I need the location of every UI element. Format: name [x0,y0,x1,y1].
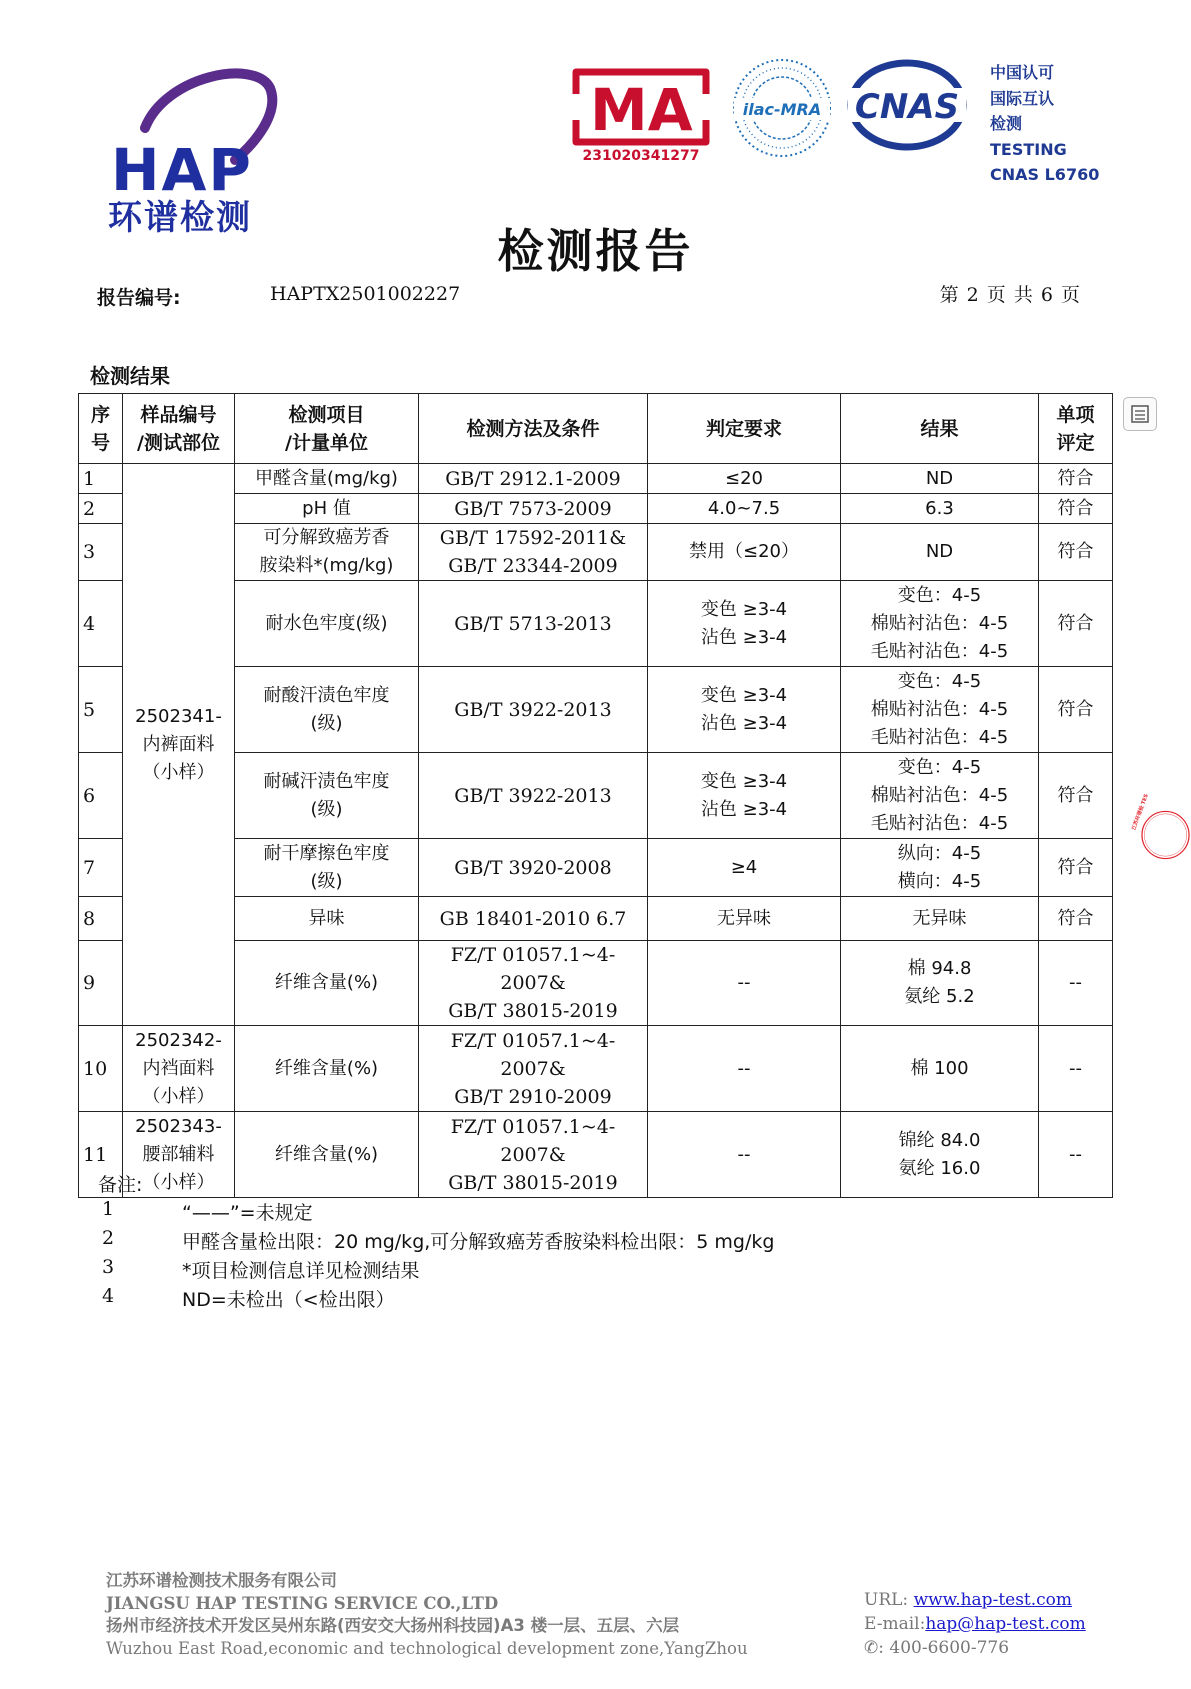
report-number: HAPTX2501002227 [270,283,461,305]
cma-number: 231020341277 [582,148,700,164]
cell-result-line: 棉贴衬沾色：4-5 [870,612,1009,634]
header-method: 检测方法及条件 [419,394,648,464]
table-row [79,753,1113,839]
footer-company [106,1570,748,1660]
footer-contact: URL: www.hap-test.com E-mail:hap@hap-test.com ✆: 400-6600-776 [864,1590,1086,1658]
cell-sample-line: （小样） [142,1085,215,1107]
company-name-cn: 江苏环谱检测技术服务有限公司 [106,1571,337,1590]
cell-method-line: GB/T 7573-2009 [454,497,612,520]
cell-item [235,941,419,1026]
cell-result [841,1112,1039,1198]
cell-sample-line: 2502343- [135,1115,222,1137]
cell-evaluation: 符合 [1039,897,1113,941]
cell-method-line: FZ/T 01057.1~4-2007& [450,1029,616,1080]
header-evaluation: 单项 评定 [1039,394,1113,464]
note-number: 3 [102,1256,115,1278]
cell-requirement [648,1026,841,1112]
page-indicator: 第 2 页 共 6 页 [939,284,1081,306]
cell-result-line: 变色：4-5 [897,584,982,606]
cell-result-line: 毛贴衬沾色：4-5 [870,812,1009,834]
table-row [79,524,1113,581]
cell-item [235,524,419,581]
cell-result [841,753,1039,839]
cell-requirement [648,464,841,494]
cell-requirement [648,494,841,524]
cell-method [419,941,648,1026]
cell-method-line: GB/T 3922-2013 [454,784,612,807]
table-row [79,494,1113,524]
cell-method-line: GB/T 2912.1-2009 [445,467,621,490]
table-row [79,581,1113,667]
accreditation-text [990,60,1099,188]
cert-line: 国际互认 [990,88,1055,108]
table-header-row [79,394,1113,464]
cell-item-line: 胺染料*(mg/kg) [259,555,394,576]
cell-seq: 10 [79,1026,123,1112]
cell-item-line: 耐酸汗渍色牢度 [263,684,390,706]
cell-sample [123,464,235,1026]
cell-requirement-line: 变色 ≥3-4 [700,684,788,706]
cell-result-line: 毛贴衬沾色：4-5 [870,726,1009,748]
cma-text: MA [590,76,693,144]
cell-requirement-line: 4.0~7.5 [707,497,781,519]
cell-method-line: GB/T 2910-2009 [454,1085,612,1108]
cell-requirement-line: 沾色 ≥3-4 [700,798,788,820]
cell-evaluation: 符合 [1039,524,1113,581]
cell-result-line: ND [925,467,954,489]
cell-method [419,581,648,667]
table-row [79,941,1113,1026]
cell-method [419,494,648,524]
cell-method-line: FZ/T 01057.1~4-2007& [450,1115,616,1166]
cell-item [235,753,419,839]
cell-result-line: ND [925,541,954,562]
cell-method-line: GB/T 5713-2013 [454,612,612,635]
cell-requirement-line: -- [737,972,751,993]
cell-requirement-line: 禁用（≤20） [689,541,799,562]
header-item: 检测项目 /计量单位 [235,394,419,464]
company-address-en: Wuzhou East Road,economic and technological development zone,YangZhou [106,1638,748,1658]
cell-result [841,524,1039,581]
cell-result-line: 棉 100 [910,1057,969,1079]
cell-requirement [648,753,841,839]
cell-result-line: 变色：4-5 [897,756,982,778]
cell-evaluation: 符合 [1039,464,1113,494]
cell-requirement-line: -- [737,1143,751,1165]
table-row [79,897,1113,941]
cell-seq: 3 [79,524,123,581]
cell-evaluation: 符合 [1039,581,1113,667]
cell-result [841,581,1039,667]
cell-result-line: 锦纶 84.0 [898,1129,981,1151]
cell-item-line: 耐干摩擦色牢度 [263,842,390,864]
cell-method-line: GB/T 17592-2011& [439,527,627,549]
section-title: 检测结果 [90,364,170,388]
cell-method [419,839,648,897]
cell-method [419,667,648,753]
cell-result [841,667,1039,753]
cell-sample-line: （小样） [142,1171,215,1193]
cell-result-line: 纵向：4-5 [897,842,982,864]
official-seal [1131,705,1191,965]
cell-seq: 1 [79,464,123,494]
cell-requirement-line: ≤20 [725,467,763,489]
phone-number: 400-6600-776 [889,1638,1010,1658]
cell-result-line: 横向：4-5 [897,870,982,892]
report-number-label: 报告编号: [97,287,181,309]
cell-result-line: 氨纶 16.0 [898,1157,981,1179]
cell-method [419,1026,648,1112]
cell-requirement [648,1112,841,1198]
cell-seq: 4 [79,581,123,667]
cell-item-line: (级) [310,870,343,892]
cell-requirement-line: -- [737,1057,751,1079]
cert-line: TESTING [990,139,1067,159]
phone-icon: ✆ [864,1638,879,1658]
cell-method-line: GB/T 3920-2008 [454,856,612,879]
cell-seq: 7 [79,839,123,897]
cell-result [841,941,1039,1026]
note-text: *项目检测信息详见检测结果 [182,1260,420,1282]
cell-requirement-line: 变色 ≥3-4 [700,770,788,792]
cell-result-line: 无异味 [912,907,967,929]
cell-method [419,897,648,941]
company-address-cn: 扬州市经济技术开发区吴州东路(西安交大扬州科技园)A3 楼一层、五层、六层 [106,1616,680,1635]
scan-icon-glyph [1124,398,1156,430]
cnas-text: CNAS [854,87,960,127]
cell-item [235,1112,419,1198]
cell-evaluation: -- [1039,1112,1113,1198]
cell-item [235,494,419,524]
cell-requirement [648,941,841,1026]
cell-seq: 2 [79,494,123,524]
cell-requirement [648,897,841,941]
cell-requirement [648,581,841,667]
cell-result-line: 毛贴衬沾色：4-5 [870,640,1009,662]
cell-item-line: 甲醛含量(mg/kg) [255,467,398,489]
cell-requirement [648,839,841,897]
cell-item-line: 纤维含量(%) [274,1143,379,1165]
cnas-logo [848,60,966,150]
cell-result [841,494,1039,524]
header-sample: 样品编号 /测试部位 [123,394,235,464]
cell-item [235,839,419,897]
cell-sample [123,1026,235,1112]
cell-result [841,839,1039,897]
cell-seq: 5 [79,667,123,753]
cell-method-line: GB/T 38015-2019 [448,1171,618,1194]
cell-method [419,1112,648,1198]
cma-logo [570,64,712,164]
document-title: 检测报告 [497,224,694,278]
cell-item-line: (级) [310,712,343,734]
header-seq: 序 号 [79,394,123,464]
cell-item-line: 纤维含量(%) [274,1057,379,1079]
notes-label: 备注: [98,1174,143,1196]
cell-evaluation: 符合 [1039,839,1113,897]
cell-method-line: GB/T 38015-2019 [448,1000,618,1022]
cert-line: 中国认可 [990,63,1055,82]
cell-result-line: 变色：4-5 [897,670,982,692]
note-number: 4 [102,1285,115,1307]
cert-line: CNAS L6760 [990,165,1100,184]
cell-requirement-line: 沾色 ≥3-4 [700,712,788,734]
cell-seq: 8 [79,897,123,941]
table-row [79,1112,1113,1198]
url-label: URL: [864,1590,909,1610]
table-row [79,464,1113,494]
cell-item [235,1026,419,1112]
hap-brand-cn: 环谱检测 [108,198,252,238]
cell-result-line: 棉贴衬沾色：4-5 [870,784,1009,806]
note-text: “——”=未规定 [182,1202,313,1224]
cell-seq: 11 [79,1112,123,1198]
cell-item [235,667,419,753]
table-body [79,464,1113,1198]
website-link[interactable]: www.hap-test.com [913,1590,1073,1610]
note-number: 1 [102,1198,115,1220]
ilac-mra-logo [730,56,834,160]
cell-evaluation: -- [1039,1026,1113,1112]
cell-method-line: GB 18401-2010 6.7 [439,907,627,930]
cell-item-line: pH 值 [302,497,351,519]
table-row [79,839,1113,897]
table-row [79,1026,1113,1112]
cell-method-line: GB/T 23344-2009 [448,555,618,577]
cell-item-line: 纤维含量(%) [274,972,379,993]
cell-result [841,897,1039,941]
email-link[interactable]: hap@hap-test.com [925,1614,1086,1634]
note-number: 2 [102,1227,115,1249]
cell-result [841,1026,1039,1112]
cell-method-line: FZ/T 01057.1~4-2007& [450,944,616,994]
cell-method [419,753,648,839]
ilac-text: ilac-MRA [742,100,822,119]
cell-requirement-line: ≥4 [730,856,758,878]
cell-evaluation: 符合 [1039,494,1113,524]
cell-item-line: (级) [310,798,343,820]
cell-item-line: 可分解致癌芳香 [263,527,390,548]
cell-seq: 6 [79,753,123,839]
cell-seq: 9 [79,941,123,1026]
scan-icon[interactable] [1123,397,1157,431]
cell-item-line: 异味 [308,907,345,929]
cell-evaluation: 符合 [1039,753,1113,839]
company-name-en: JIANGSU HAP TESTING SERVICE CO.,LTD [106,1593,499,1613]
cell-method [419,524,648,581]
cell-requirement [648,667,841,753]
seal-text: 江苏环谱检 TES [1131,793,1150,831]
cell-result-line: 6.3 [925,497,954,519]
header-result: 结果 [841,394,1039,464]
cell-item [235,581,419,667]
cell-requirement-line: 变色 ≥3-4 [700,598,788,620]
cell-method-line: GB/T 3922-2013 [454,698,612,721]
header-requirement: 判定要求 [648,394,841,464]
cert-line: 检测 [990,114,1023,133]
email-label: E-mail: [864,1614,926,1634]
cell-result-line: 棉 94.8 [907,958,972,979]
cell-evaluation: -- [1039,941,1113,1026]
cell-result-line: 棉贴衬沾色：4-5 [870,698,1009,720]
cell-sample-line: 2502342- [135,1029,222,1051]
cell-item [235,897,419,941]
cell-requirement-line: 沾色 ≥3-4 [700,626,788,648]
cell-evaluation: 符合 [1039,667,1113,753]
cell-result [841,464,1039,494]
cell-sample-line: 内裆面料 [142,1057,215,1079]
cell-result-line: 氨纶 5.2 [904,986,975,1007]
cell-sample-line: 2502341- [135,705,222,727]
cell-method [419,464,648,494]
cell-requirement [648,524,841,581]
table-row [79,667,1113,753]
note-text: 甲醛含量检出限：20 mg/kg,可分解致癌芳香胺染料检出限：5 mg/kg [182,1231,775,1253]
cell-sample-line: （小样） [142,761,215,783]
cell-sample-line: 腰部辅料 [142,1143,215,1165]
results-table [78,393,1113,1198]
cell-item-line: 耐水色牢度(级) [265,612,388,634]
cell-item-line: 耐碱汗渍色牢度 [263,770,390,792]
hap-brand-text: HAP [111,136,253,204]
note-text: ND=未检出（<检出限） [182,1289,395,1311]
cell-item [235,464,419,494]
cell-requirement-line: 无异味 [717,907,771,929]
cell-sample-line: 内裤面料 [142,733,215,755]
